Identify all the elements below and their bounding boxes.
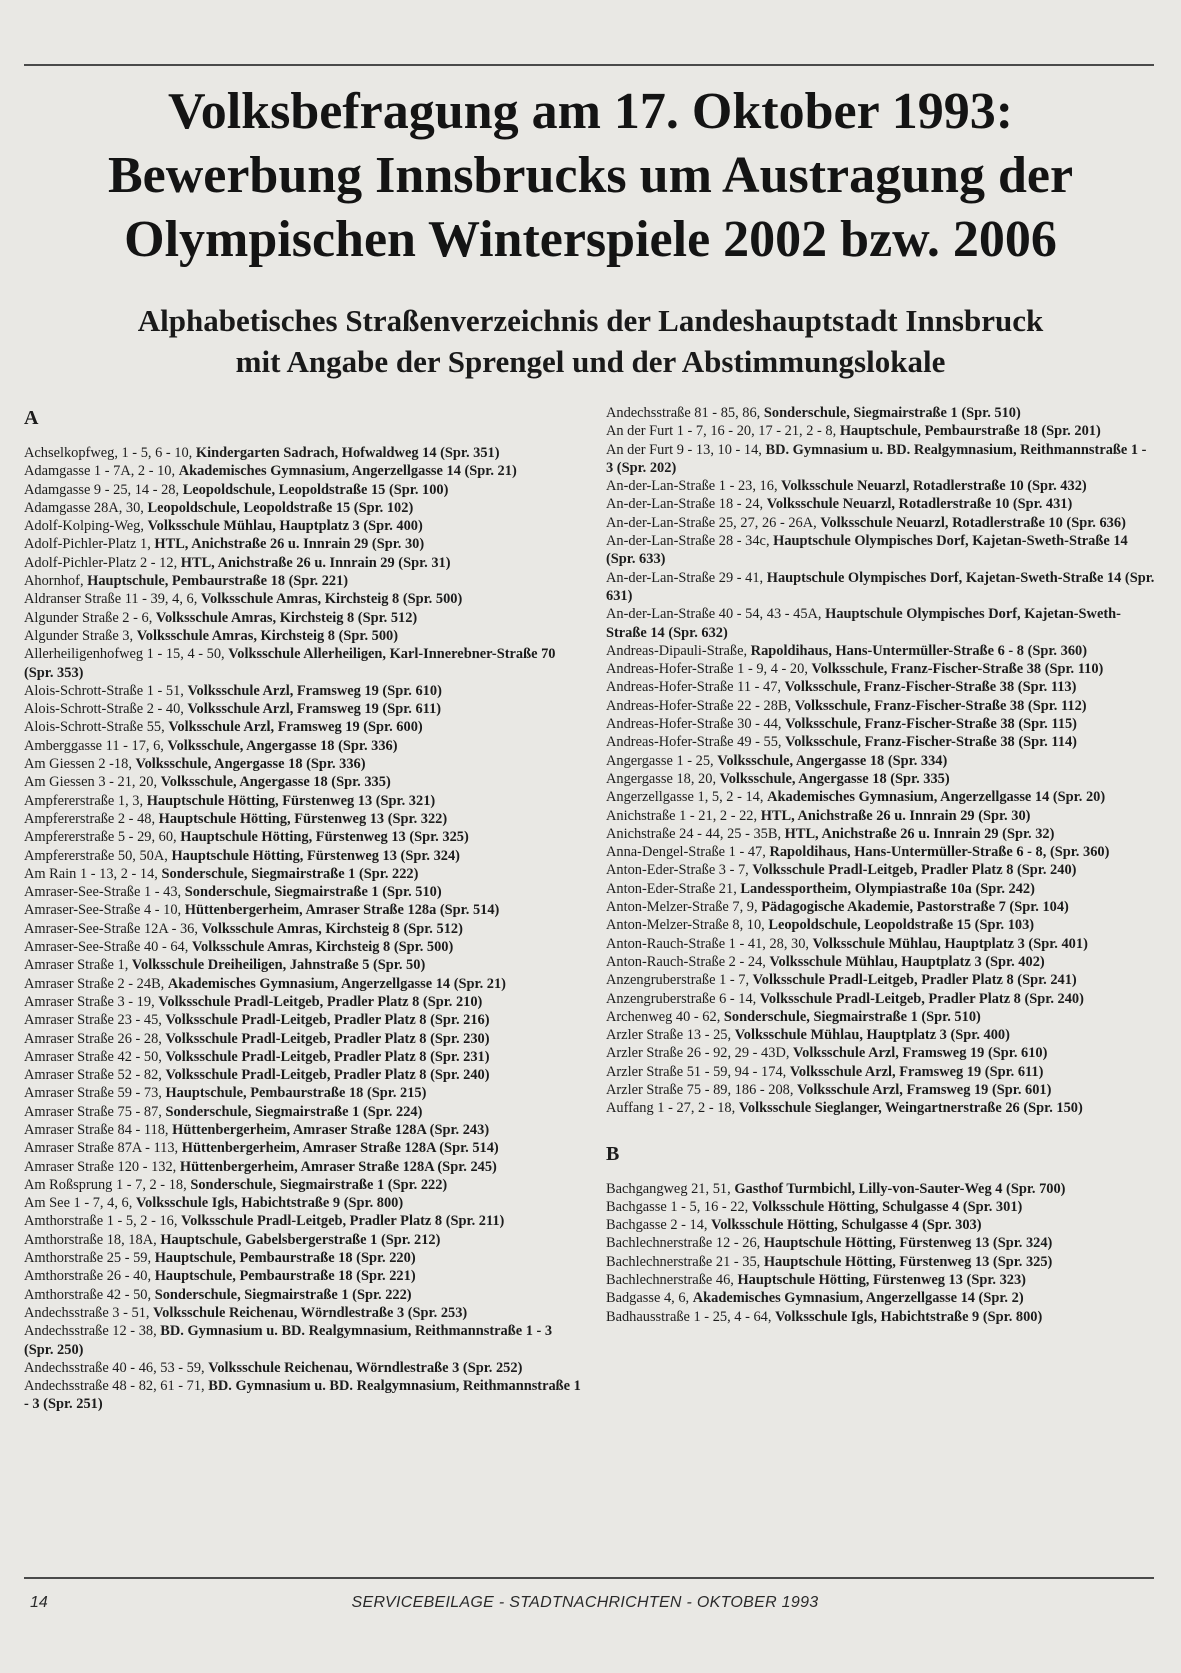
street-address: Bachgangweg 21, 51, [606, 1180, 731, 1197]
polling-station: Volksschule Igls, Habichtstraße 9 (Spr. 800) [775, 1308, 1043, 1325]
street-address: Amraser-See-Straße 40 - 64, [24, 939, 189, 956]
street-entry [24, 700, 584, 718]
street-address: Ampfererstraße 50, 50A, [24, 847, 168, 864]
polling-station: Kindergarten Sadrach, Hofwaldweg 14 (Spr. 351) [195, 445, 500, 461]
street-address: Algunder Straße 2 - 6, [24, 609, 153, 626]
street-entry [24, 920, 584, 938]
street-address: Amraser-See-Straße 4 - 10, [24, 902, 182, 919]
polling-station: Hauptschule Olympisches Dorf, Kajetan-Sweth-Straße 14 (Spr. 633) [606, 533, 1128, 568]
page-subtitle [0, 300, 1181, 382]
street-address: Amraser Straße 84 - 118, [24, 1121, 169, 1138]
street-address: Amthorstraße 25 - 59, [24, 1250, 152, 1267]
polling-station: Volksschule Amras, Kirchsteig 8 (Spr. 500) [136, 627, 399, 644]
street-address: Adolf-Pichler-Platz 2 - 12, [24, 554, 178, 571]
polling-station: Hüttenbergerheim, Amraser Straße 128A (Spr. 245) [179, 1158, 497, 1175]
polling-station: Sonderschule, Siegmairstraße 1 (Spr. 224) [165, 1103, 423, 1120]
polling-station: Volksschule Reichenau, Wörndlestraße 3 (Spr. 252) [208, 1359, 523, 1376]
polling-station: Hauptschule Olympisches Dorf, Kajetan-Sweth-Straße 14 (Spr. 632) [606, 606, 1121, 641]
polling-station: Volksschule Mühlau, Hauptplatz 3 (Spr. 400) [734, 1027, 1010, 1044]
polling-station: Volksschule Pradl-Leitgeb, Pradler Platz 8 (Spr. 230) [165, 1030, 490, 1047]
street-address: Amraser-See-Straße 1 - 43, [24, 884, 182, 901]
street-address: An der Furt 1 - 7, 16 - 20, 17 - 21, 2 - 8, [606, 423, 837, 440]
polling-station: Hauptschule Hötting, Fürstenweg 13 (Spr. 324) [171, 847, 460, 864]
street-entry [24, 901, 584, 919]
street-entry [606, 642, 1156, 660]
polling-station: Sonderschule, Siegmairstraße 1 (Spr. 510) [184, 884, 442, 901]
street-entry [24, 609, 584, 627]
polling-station: Hüttenbergerheim, Amraser Straße 128A (Spr. 514) [181, 1140, 499, 1157]
street-address: Andreas-Hofer-Straße 30 - 44, [606, 716, 782, 733]
street-entry [24, 1011, 584, 1029]
street-address: Am Roßsprung 1 - 7, 2 - 18, [24, 1176, 187, 1193]
street-entry [606, 697, 1156, 715]
street-entry [24, 773, 584, 791]
polling-station: Volksschule Amras, Kirchsteig 8 (Spr. 512) [201, 920, 463, 937]
street-entry [24, 883, 584, 901]
street-address: Andechsstraße 81 - 85, 86, [606, 405, 761, 421]
street-entry [24, 993, 584, 1011]
street-entry [606, 715, 1156, 733]
street-entry [606, 1198, 1156, 1216]
street-address: An-der-Lan-Straße 18 - 24, [606, 496, 764, 513]
polling-station: HTL, Anichstraße 26 u. Innrain 29 (Spr. 32) [784, 825, 1055, 842]
street-entry [24, 535, 584, 553]
street-address: Anzengruberstraße 1 - 7, [606, 972, 750, 989]
street-entry [24, 1158, 584, 1176]
polling-station: Volksschule, Franz-Fischer-Straße 38 (Spr. 112) [794, 697, 1087, 714]
street-address: Ampfererstraße 2 - 48, [24, 810, 156, 827]
polling-station: Volksschule Neuarzl, Rotadlerstraße 10 (Spr. 432) [781, 478, 1087, 495]
street-entry [606, 971, 1156, 989]
street-address: An-der-Lan-Straße 25, 27, 26 - 26A, [606, 514, 817, 531]
polling-station: Volksschule Mühlau, Hauptplatz 3 (Spr. 400) [147, 518, 423, 535]
street-address: Bachlechnerstraße 21 - 35, [606, 1253, 761, 1270]
street-entry [606, 605, 1156, 642]
street-address: Archenweg 40 - 62, [606, 1008, 721, 1025]
polling-station: Sonderschule, Siegmairstraße 1 (Spr. 222) [190, 1176, 448, 1193]
polling-station: Volksschule, Angergasse 18 (Spr. 336) [167, 737, 398, 754]
polling-station: Volksschule Pradl-Leitgeb, Pradler Platz 8 (Spr. 210) [158, 993, 483, 1010]
title-line: Olympischen Winterspiele 2002 bzw. 2006 [124, 211, 1057, 268]
street-address: Alois-Schrott-Straße 2 - 40, [24, 701, 184, 718]
street-entry [606, 1289, 1156, 1307]
polling-station: Hauptschule, Gabelsbergerstraße 1 (Spr. 212) [160, 1231, 441, 1248]
polling-station: Leopoldschule, Leopoldstraße 15 (Spr. 103) [768, 917, 1035, 934]
polling-station: Volksschule Hötting, Schulgasse 4 (Spr. 303) [711, 1217, 982, 1234]
street-address: Amraser-See-Straße 12A - 36, [24, 920, 198, 937]
polling-station: Hauptschule Hötting, Fürstenweg 13 (Spr. 325) [180, 829, 469, 846]
polling-station: Volksschule Reichenau, Wörndlestraße 3 (Spr. 253) [153, 1304, 468, 1321]
street-address: Am Giessen 2 -18, [24, 756, 132, 773]
polling-station: Volksschule, Angergasse 18 (Spr. 335) [160, 774, 391, 791]
street-entry [606, 678, 1156, 696]
polling-station: Sonderschule, Siegmairstraße 1 (Spr. 510) [763, 405, 1021, 421]
street-address: Anichstraße 24 - 44, 25 - 35B, [606, 825, 782, 842]
street-entry [606, 1081, 1156, 1099]
street-entry [24, 499, 584, 517]
street-entry [24, 1176, 584, 1194]
street-address: Andreas-Dipauli-Straße, [606, 642, 748, 659]
street-entry [606, 1234, 1156, 1252]
street-entry [606, 990, 1156, 1008]
street-entry [24, 462, 584, 480]
polling-station: Volksschule Pradl-Leitgeb, Pradler Platz 8 (Spr. 231) [165, 1048, 490, 1065]
street-entry [606, 514, 1156, 532]
polling-station: Volksschule Pradl-Leitgeb, Pradler Platz 8 (Spr. 240) [165, 1067, 490, 1084]
polling-station: Leopoldschule, Leopoldstraße 15 (Spr. 102) [147, 499, 414, 516]
street-entry [24, 1084, 584, 1102]
street-entry [606, 532, 1156, 569]
street-entry [606, 1216, 1156, 1234]
polling-station: Volksschule Dreiheiligen, Jahnstraße 5 (Spr. 50) [131, 957, 426, 974]
polling-station: Pädagogische Akademie, Pastorstraße 7 (Spr. 104) [761, 899, 1069, 916]
street-entry [24, 975, 584, 993]
polling-station: Hauptschule, Pembaurstraße 18 (Spr. 220) [154, 1250, 416, 1267]
street-address: Anton-Rauch-Straße 1 - 41, 28, 30, [606, 935, 810, 952]
polling-station: HTL, Anichstraße 26 u. Innrain 29 (Spr. 31) [180, 554, 451, 571]
street-entry [24, 1030, 584, 1048]
polling-station: Akademisches Gymnasium, Angerzellgasse 14 (Spr. 21) [167, 975, 506, 992]
polling-station: Hüttenbergerheim, Amraser Straße 128a (Spr. 514) [184, 902, 500, 919]
street-entry [24, 1048, 584, 1066]
street-entry [606, 880, 1156, 898]
street-entry [24, 1139, 584, 1157]
polling-station: Sonderschule, Siegmairstraße 1 (Spr. 222) [161, 865, 419, 882]
street-address: Amraser Straße 52 - 82, [24, 1067, 162, 1084]
street-address: Arzler Straße 51 - 59, 94 - 174, [606, 1063, 787, 1080]
polling-station: Hauptschule Olympisches Dorf, Kajetan-Sweth-Straße 14 (Spr. 631) [606, 569, 1155, 604]
polling-station: Volksschule Pradl-Leitgeb, Pradler Platz 8 (Spr. 240) [752, 862, 1077, 879]
polling-station: Hauptschule Hötting, Fürstenweg 13 (Spr. 321) [146, 792, 436, 809]
street-address: Amraser Straße 120 - 132, [24, 1158, 177, 1175]
street-entry [24, 517, 584, 535]
street-entry [24, 1304, 584, 1322]
street-entry [24, 1267, 584, 1285]
polling-station: Volksschule, Angergasse 18 (Spr. 336) [135, 756, 366, 773]
polling-station: BD. Gymnasium u. BD. Realgymnasium, Reithmannstraße 1 - 3 (Spr. 202) [606, 441, 1147, 476]
street-entry [606, 422, 1156, 440]
street-address: Badgasse 4, 6, [606, 1290, 690, 1307]
street-address: Amraser Straße 1, [24, 957, 129, 974]
polling-station: Hauptschule Hötting, Fürstenweg 13 (Spr. 322) [158, 810, 448, 827]
polling-station: HTL, Anichstraße 26 u. Innrain 29 (Spr. 30) [154, 536, 425, 553]
street-address: Amberggasse 11 - 17, 6, [24, 737, 164, 754]
street-entry [24, 1359, 584, 1377]
street-address: Algunder Straße 3, [24, 627, 134, 644]
street-entry [24, 444, 584, 462]
street-entry [24, 828, 584, 846]
street-address: Andreas-Hofer-Straße 1 - 9, 4 - 20, [606, 661, 808, 678]
polling-station: Volksschule Arzl, Framsweg 19 (Spr. 610) [793, 1045, 1048, 1062]
street-address: Amraser Straße 2 - 24B, [24, 975, 165, 992]
polling-station: Volksschule Arzl, Framsweg 19 (Spr. 611) [187, 701, 442, 718]
polling-station: HTL, Anichstraße 26 u. Innrain 29 (Spr. 30) [760, 807, 1031, 824]
street-address: Anton-Rauch-Straße 2 - 24, [606, 953, 766, 970]
polling-station: Volksschule Sieglanger, Weingartnerstraße 26 (Spr. 150) [738, 1100, 1083, 1117]
street-address: Auffang 1 - 27, 2 - 18, [606, 1100, 736, 1117]
street-address: Amraser Straße 42 - 50, [24, 1048, 162, 1065]
polling-station: Hüttenbergerheim, Amraser Straße 128A (Spr. 243) [172, 1121, 490, 1138]
street-address: Ahornhof, [24, 573, 84, 590]
street-entry [24, 1377, 584, 1414]
street-entry [24, 847, 584, 865]
polling-station: Rapoldihaus, Hans-Untermüller-Straße 6 - 8 (Spr. 360) [750, 642, 1088, 659]
page-title [0, 80, 1181, 272]
street-entry [24, 1286, 584, 1304]
polling-station: Hauptschule, Pembaurstraße 18 (Spr. 215) [165, 1085, 427, 1102]
street-address: Amraser Straße 3 - 19, [24, 993, 155, 1010]
street-entry [606, 477, 1156, 495]
street-address: Anichstraße 1 - 21, 2 - 22, [606, 807, 758, 824]
street-entry [24, 1249, 584, 1267]
polling-station: Volksschule Neuarzl, Rotadlerstraße 10 (Spr. 431) [766, 496, 1073, 513]
street-address: Andechsstraße 40 - 46, 53 - 59, [24, 1359, 205, 1376]
polling-station: Volksschule Hötting, Schulgasse 4 (Spr. 301) [751, 1198, 1023, 1215]
top-rule [24, 64, 1154, 66]
street-address: An der Furt 9 - 13, 10 - 14, [606, 441, 762, 458]
street-address: Badhausstraße 1 - 25, 4 - 64, [606, 1308, 772, 1325]
street-address: Amraser Straße 87A - 113, [24, 1140, 179, 1157]
polling-station: Volksschule, Franz-Fischer-Straße 38 (Spr. 114) [785, 734, 1077, 751]
street-address: Arzler Straße 75 - 89, 186 - 208, [606, 1081, 794, 1098]
street-address: An-der-Lan-Straße 28 - 34c, [606, 533, 770, 550]
street-address: Amthorstraße 42 - 50, [24, 1286, 152, 1303]
street-entry [606, 1271, 1156, 1289]
street-address: Amraser Straße 26 - 28, [24, 1030, 162, 1047]
street-entry [606, 1308, 1156, 1326]
polling-station: Akademisches Gymnasium, Angerzellgasse 14 (Spr. 21) [178, 463, 517, 480]
street-address: Andechsstraße 3 - 51, [24, 1304, 150, 1321]
street-entry [24, 810, 584, 828]
street-address: Anzengruberstraße 6 - 14, [606, 990, 757, 1007]
street-entry [24, 1322, 584, 1359]
polling-station: Hauptschule Hötting, Fürstenweg 13 (Spr. 325) [763, 1253, 1053, 1270]
title-line: Volksbefragung am 17. Oktober 1993: [167, 83, 1014, 140]
street-address: Arzler Straße 26 - 92, 29 - 43D, [606, 1045, 790, 1062]
polling-station: Hauptschule, Pembaurstraße 18 (Spr. 221) [87, 573, 349, 590]
street-address: Adamgasse 9 - 25, 14 - 28, [24, 481, 180, 498]
street-entry [606, 495, 1156, 513]
street-entry [24, 1231, 584, 1249]
street-address: Adamgasse 1 - 7A, 2 - 10, [24, 463, 176, 480]
street-entry [606, 752, 1156, 770]
street-entry [24, 956, 584, 974]
polling-station: Akademisches Gymnasium, Angerzellgasse 14 (Spr. 2) [692, 1290, 1024, 1307]
polling-station: Gasthof Turmbichl, Lilly-von-Sauter-Weg 4 (Spr. 700) [734, 1180, 1066, 1197]
section-letter: B [606, 1142, 620, 1165]
polling-station: Volksschule Pradl-Leitgeb, Pradler Platz 8 (Spr. 240) [759, 990, 1084, 1007]
street-address: Andreas-Hofer-Straße 49 - 55, [606, 734, 782, 751]
street-entry [24, 865, 584, 883]
polling-station: Volksschule, Franz-Fischer-Straße 38 (Spr. 115) [785, 716, 1077, 733]
street-entry [24, 718, 584, 736]
street-address: Anton-Melzer-Straße 7, 9, [606, 899, 758, 916]
street-entry [606, 569, 1156, 606]
street-entry [24, 1121, 584, 1139]
page-number: 14 [30, 1594, 48, 1611]
street-address: Amthorstraße 1 - 5, 2 - 16, [24, 1213, 178, 1230]
polling-station: Volksschule Neuarzl, Rotadlerstraße 10 (Spr. 636) [820, 514, 1126, 531]
polling-station: Rapoldihaus, Hans-Untermüller-Straße 6 - 8, (Spr. 360) [769, 844, 1110, 861]
street-entry [24, 938, 584, 956]
street-address: An-der-Lan-Straße 40 - 54, 43 - 45A, [606, 606, 822, 623]
polling-station: Volksschule Arzl, Framsweg 19 (Spr. 600) [168, 719, 423, 736]
street-address: Bachlechnerstraße 46, [606, 1272, 734, 1289]
street-address: Andechsstraße 12 - 38, [24, 1323, 157, 1340]
street-entry [606, 1063, 1156, 1081]
polling-station: Hauptschule Hötting, Fürstenweg 13 (Spr. 324) [763, 1235, 1053, 1252]
street-address: Amraser Straße 75 - 87, [24, 1103, 162, 1120]
street-entry [606, 660, 1156, 678]
street-entry [606, 935, 1156, 953]
polling-station: Hauptschule Hötting, Fürstenweg 13 (Spr. 323) [737, 1272, 1026, 1289]
street-entry [24, 645, 584, 682]
street-entry [24, 1194, 584, 1212]
street-address: An-der-Lan-Straße 29 - 41, [606, 569, 764, 586]
street-entry [606, 770, 1156, 788]
polling-station: Leopoldschule, Leopoldstraße 15 (Spr. 100) [182, 481, 449, 498]
polling-station: Volksschule Pradl-Leitgeb, Pradler Platz 8 (Spr. 241) [752, 972, 1077, 989]
street-entry [606, 843, 1156, 861]
street-address: Ampfererstraße 5 - 29, 60, [24, 829, 177, 846]
street-address: Bachgasse 2 - 14, [606, 1217, 708, 1234]
street-address: Am Giessen 3 - 21, 20, [24, 774, 158, 791]
street-address: Amraser Straße 23 - 45, [24, 1012, 162, 1029]
street-address: An-der-Lan-Straße 1 - 23, 16, [606, 478, 778, 495]
street-address: Allerheiligenhofweg 1 - 15, 4 - 50, [24, 646, 225, 663]
street-address: Ampfererstraße 1, 3, [24, 792, 144, 809]
street-entry [606, 441, 1156, 478]
street-address: Anton-Melzer-Straße 8, 10, [606, 917, 765, 934]
polling-station: Volksschule, Franz-Fischer-Straße 38 (Spr. 110) [811, 661, 1104, 678]
polling-station: Landessportheim, Olympiastraße 10a (Spr. 242) [740, 880, 1035, 897]
polling-station: Volksschule Amras, Kirchsteig 8 (Spr. 500) [200, 591, 463, 608]
street-entry [606, 861, 1156, 879]
street-entry [24, 627, 584, 645]
polling-station: Volksschule Pradl-Leitgeb, Pradler Platz 8 (Spr. 211) [181, 1213, 505, 1230]
street-address: Andreas-Hofer-Straße 22 - 28B, [606, 697, 792, 714]
street-entry [606, 1253, 1156, 1271]
street-entry [24, 590, 584, 608]
left-column [24, 406, 584, 1414]
polling-station: Volksschule Arzl, Framsweg 19 (Spr. 601) [797, 1081, 1052, 1098]
polling-station: Volksschule Igls, Habichtstraße 9 (Spr. 800) [135, 1195, 404, 1212]
bottom-rule [24, 1577, 1154, 1579]
polling-station: Volksschule Mühlau, Hauptplatz 3 (Spr. 402) [769, 953, 1045, 970]
street-address: Andreas-Hofer-Straße 11 - 47, [606, 679, 781, 696]
street-address: Alois-Schrott-Straße 55, [24, 719, 165, 736]
street-address: Am Rain 1 - 13, 2 - 14, [24, 865, 158, 882]
street-address: Amraser Straße 59 - 73, [24, 1085, 162, 1102]
street-address: Bachlechnerstraße 12 - 26, [606, 1235, 761, 1252]
street-entry [606, 1008, 1156, 1026]
street-address: Angerzellgasse 1, 5, 2 - 14, [606, 789, 764, 806]
street-entry [606, 1180, 1156, 1198]
street-entry [24, 792, 584, 810]
street-address: Bachgasse 1 - 5, 16 - 22, [606, 1198, 749, 1215]
polling-station: Akademisches Gymnasium, Angerzellgasse 14 (Spr. 20) [767, 789, 1106, 806]
street-address: Amthorstraße 18, 18A, [24, 1231, 157, 1248]
street-entry [24, 755, 584, 773]
street-address: Adamgasse 28A, 30, [24, 499, 144, 516]
polling-station: Volksschule Arzl, Framsweg 19 (Spr. 611) [789, 1063, 1044, 1080]
street-address: Adolf-Pichler-Platz 1, [24, 536, 151, 553]
polling-station: Volksschule Mühlau, Hauptplatz 3 (Spr. 401) [812, 935, 1088, 952]
street-address: Angergasse 18, 20, [606, 770, 717, 787]
polling-station: Volksschule, Angergasse 18 (Spr. 335) [719, 770, 950, 787]
street-address: Achselkopfweg, 1 - 5, 6 - 10, [24, 445, 193, 461]
street-address: Adolf-Kolping-Weg, [24, 518, 144, 535]
polling-station: Hauptschule, Pembaurstraße 18 (Spr. 221) [154, 1268, 416, 1285]
polling-station: BD. Gymnasium u. BD. Realgymnasium, Reithmannstraße 1 - 3 (Spr. 251) [24, 1378, 581, 1413]
street-address: Andechsstraße 48 - 82, 61 - 71, [24, 1378, 205, 1395]
street-entry [606, 1044, 1156, 1062]
subtitle-line: mit Angabe der Sprengel und der Abstimmungslokale [235, 344, 946, 379]
subtitle-line: Alphabetisches Straßenverzeichnis der Landeshauptstadt Innsbruck [137, 303, 1044, 338]
street-entry [24, 572, 584, 590]
street-entry [24, 1066, 584, 1084]
street-address: Amthorstraße 26 - 40, [24, 1268, 152, 1285]
street-address: Anton-Eder-Straße 3 - 7, [606, 862, 749, 879]
street-entry [606, 898, 1156, 916]
street-entry [606, 404, 1156, 422]
street-entry [24, 1103, 584, 1121]
polling-station: Volksschule, Angergasse 18 (Spr. 334) [717, 752, 948, 769]
street-address: Arzler Straße 13 - 25, [606, 1027, 732, 1044]
publication-name: SERVICEBEILAGE - STADTNACHRICHTEN - OKTOBER 1993 [351, 1594, 819, 1611]
street-entry [606, 1026, 1156, 1044]
street-entry [606, 953, 1156, 971]
polling-station: Volksschule, Franz-Fischer-Straße 38 (Spr. 113) [784, 679, 1077, 696]
street-address: Aldranser Straße 11 - 39, 4, 6, [24, 591, 198, 608]
polling-station: Sonderschule, Siegmairstraße 1 (Spr. 510) [723, 1008, 981, 1025]
street-address: Am See 1 - 7, 4, 6, [24, 1195, 133, 1212]
street-entry [24, 682, 584, 700]
street-entry [606, 733, 1156, 751]
street-entry [606, 807, 1156, 825]
street-entry [24, 554, 584, 572]
street-address: Angergasse 1 - 25, [606, 752, 714, 769]
street-entry [24, 481, 584, 499]
street-entry [24, 737, 584, 755]
street-address: Alois-Schrott-Straße 1 - 51, [24, 682, 184, 699]
polling-station: Volksschule Arzl, Framsweg 19 (Spr. 610) [187, 682, 442, 699]
right-column [606, 404, 1156, 1326]
polling-station: Sonderschule, Siegmairstraße 1 (Spr. 222) [154, 1286, 412, 1303]
street-entry [606, 825, 1156, 843]
street-entry [606, 788, 1156, 806]
street-address: Anna-Dengel-Straße 1 - 47, [606, 844, 766, 861]
polling-station: Hauptschule, Pembaurstraße 18 (Spr. 201) [839, 423, 1101, 440]
title-line: Bewerbung Innsbrucks um Austragung der [107, 147, 1074, 204]
polling-station: Volksschule Amras, Kirchsteig 8 (Spr. 512) [155, 609, 418, 626]
street-address: Anton-Eder-Straße 21, [606, 880, 737, 897]
polling-station: Volksschule Pradl-Leitgeb, Pradler Platz 8 (Spr. 216) [165, 1012, 490, 1029]
street-entry [606, 916, 1156, 934]
polling-station: Volksschule Allerheiligen, Karl-Innerebner-Straße 70 (Spr. 353) [24, 646, 556, 681]
street-entry [606, 1099, 1156, 1117]
section-letter: A [24, 407, 39, 429]
street-entry [24, 1212, 584, 1230]
polling-station: BD. Gymnasium u. BD. Realgymnasium, Reithmannstraße 1 - 3 (Spr. 250) [24, 1323, 553, 1358]
polling-station: Volksschule Amras, Kirchsteig 8 (Spr. 500) [191, 939, 454, 956]
